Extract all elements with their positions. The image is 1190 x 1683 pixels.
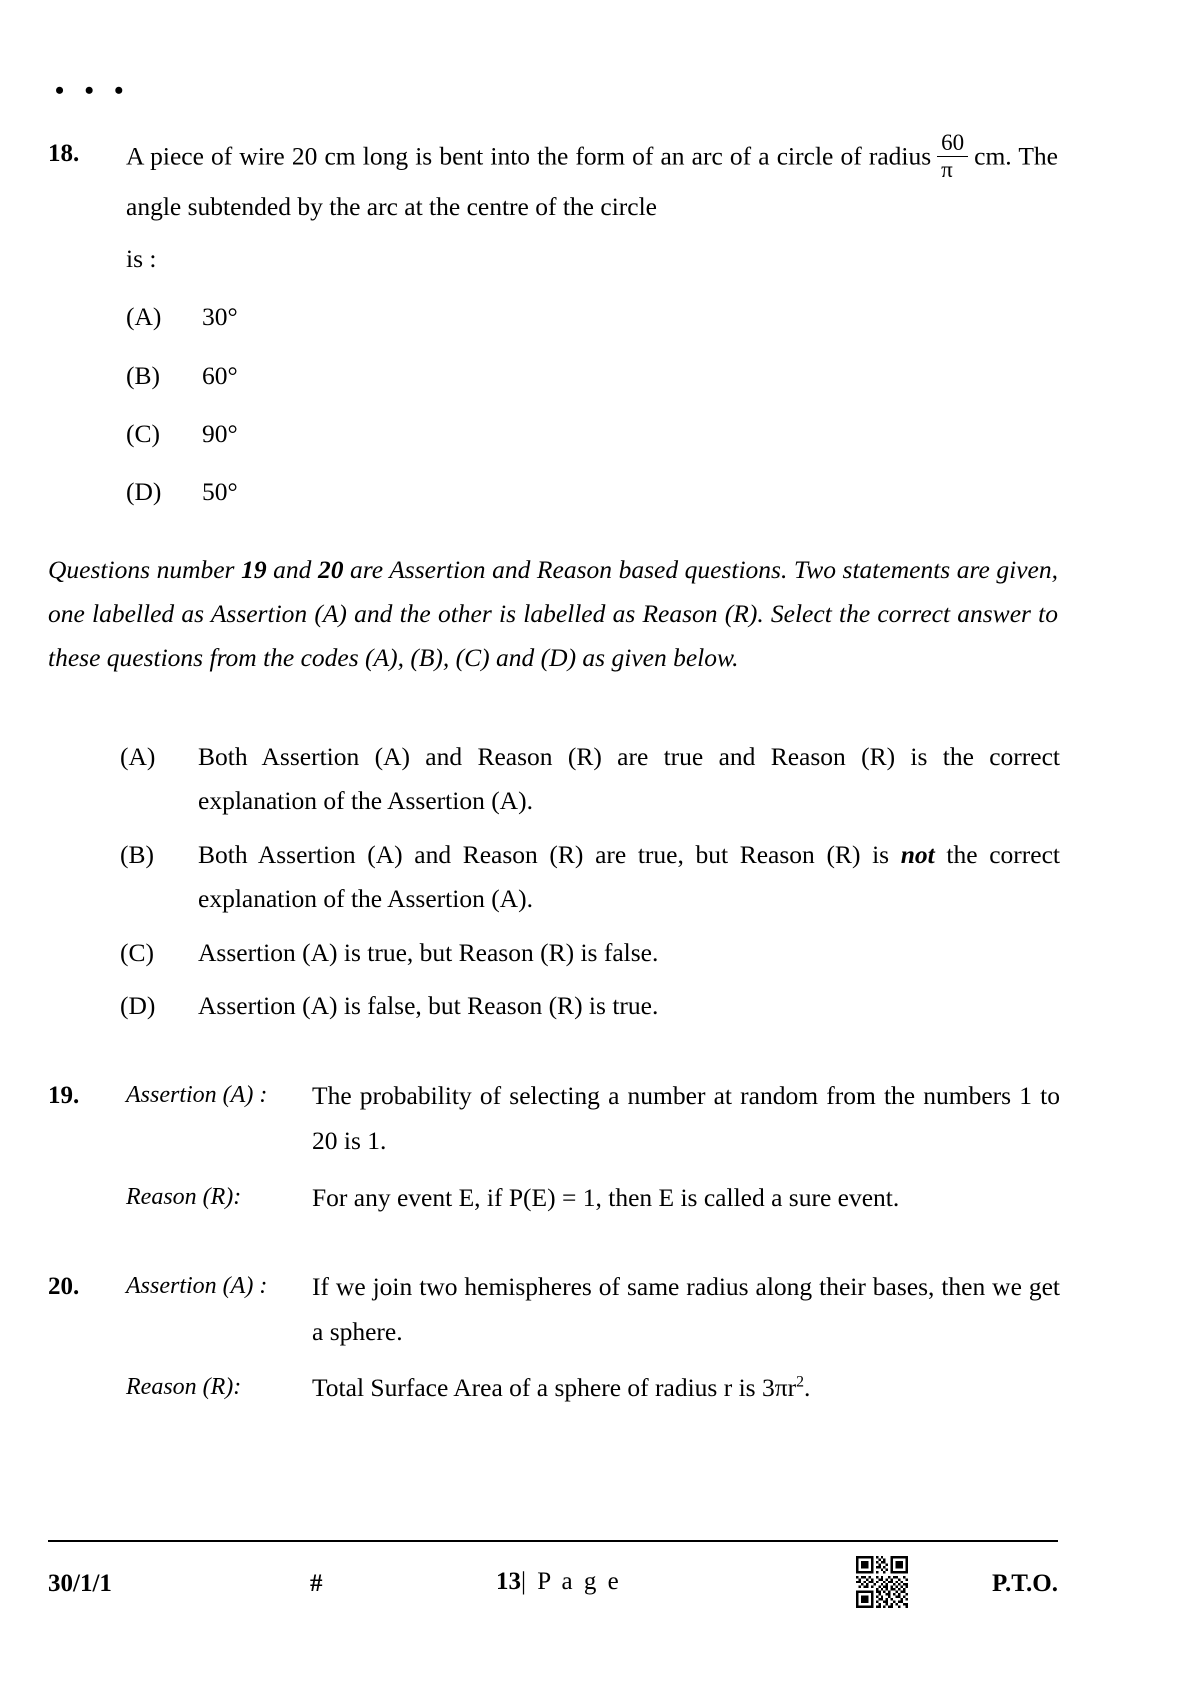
question-19-reason	[48, 1175, 1060, 1220]
code-option-d[interactable]	[120, 984, 1060, 1028]
code-option-c[interactable]	[120, 931, 1060, 975]
qr-code	[856, 1556, 908, 1608]
option-d-value: 50°	[202, 477, 238, 506]
question-19	[48, 1073, 1060, 1163]
question-20-reason-row	[126, 1365, 1060, 1410]
question-20-reason	[48, 1365, 1060, 1410]
code-option-b-label: (B)	[120, 840, 154, 869]
option-b-value: 60°	[202, 361, 238, 390]
instruction-bold-20: 20	[317, 555, 344, 584]
fraction-60-over-pi	[937, 131, 968, 182]
question-18-text-part3: is :	[126, 244, 157, 273]
question-19-assertion-label: Assertion (A) :	[126, 1082, 268, 1108]
question-20-reason-label: Reason (R):	[126, 1374, 242, 1400]
question-18-text-part1: A piece of wire 20 cm long is bent into the form of an arc of a circle of radius	[126, 141, 932, 171]
question-20	[48, 1264, 1060, 1354]
option-d-label: (D)	[126, 477, 162, 506]
fraction-denominator: π	[941, 157, 953, 183]
footer-hash-marker: #	[310, 1570, 323, 1597]
question-20-reason-text	[312, 1365, 1060, 1410]
footer-pto: P.T.O.	[992, 1570, 1058, 1597]
code-option-b-text-before: Both Assertion (A) and Reason (R) are true, but Reason (R) is	[198, 840, 901, 869]
code-option-d-label: (D)	[120, 991, 156, 1020]
instruction-middle: and	[266, 555, 318, 584]
footer-divider	[48, 1540, 1058, 1542]
footer-page-label: | P a g e	[521, 1568, 622, 1595]
code-option-b-text-after: the correct explanation of the Assertion (A).	[198, 840, 1060, 913]
question-18-number: 18.	[48, 140, 80, 167]
top-dots-marker: • • •	[55, 76, 131, 105]
option-a-value: 30°	[202, 302, 238, 331]
instruction-bold-19: 19	[241, 555, 267, 584]
question-20-assertion-row	[126, 1264, 1060, 1354]
question-18-option-c[interactable]	[126, 417, 238, 451]
code-option-a-text: Both Assertion (A) and Reason (R) are true and Reason (R) is the correct explanation of the Assertion (A).	[198, 742, 1060, 815]
question-20-reason-text-before: Total Surface Area of a sphere of radius r is 3πr	[312, 1373, 797, 1402]
question-19-number: 19.	[48, 1082, 80, 1109]
code-option-a[interactable]	[120, 735, 1060, 823]
code-option-c-text: Assertion (A) is true, but Reason (R) is false.	[198, 938, 659, 967]
question-18-statement	[126, 130, 1058, 229]
question-18-option-b[interactable]	[126, 359, 238, 393]
code-option-c-label: (C)	[120, 938, 154, 967]
question-19-assertion-row	[126, 1073, 1060, 1163]
question-20-assertion-text: If we join two hemispheres of same radius along their bases, then we get a sphere.	[312, 1272, 1060, 1346]
option-c-value: 90°	[202, 419, 238, 448]
assertion-reason-instructions	[48, 548, 1058, 680]
question-18-option-a[interactable]	[126, 300, 238, 334]
question-18-body	[126, 130, 1058, 229]
question-20-assertion-label: Assertion (A) :	[126, 1273, 268, 1299]
footer-page-indicator	[496, 1568, 621, 1596]
question-19-reason-text: For any event E, if P(E) = 1, then E is called a sure event.	[312, 1183, 900, 1212]
question-20-number: 20.	[48, 1273, 80, 1300]
option-b-label: (B)	[126, 361, 160, 390]
page-footer	[48, 1556, 1058, 1616]
instruction-suffix: are Assertion and Reason based questions. Two statements are given, one labelled as Assertion (A) and the other is labelled as Reason (R). Select the correct answer to these questions from the codes (A), (B), (C) and (D) as given below.	[48, 555, 1058, 672]
footer-page-number: 13	[496, 1568, 521, 1595]
question-19-reason-label: Reason (R):	[126, 1184, 242, 1210]
question-20-reason-superscript: 2	[796, 1373, 804, 1391]
code-option-b-text	[198, 833, 1060, 921]
footer-paper-code: 30/1/1	[48, 1570, 112, 1597]
question-19-assertion-text: The probability of selecting a number at random from the numbers 1 to 20 is 1.	[312, 1081, 1060, 1155]
code-option-b-emphasis-not: not	[900, 840, 935, 869]
fraction-numerator: 60	[941, 130, 965, 155]
question-18	[48, 130, 1058, 229]
code-option-b[interactable]	[120, 833, 1060, 921]
code-option-a-label: (A)	[120, 742, 156, 771]
instruction-prefix: Questions number	[48, 555, 242, 584]
question-18-option-d[interactable]	[126, 475, 238, 509]
question-18-text-part2: cm. The angle subtended by the arc at the centre of the circle	[126, 141, 1058, 222]
question-20-reason-text-after: .	[803, 1373, 811, 1402]
code-option-d-text: Assertion (A) is false, but Reason (R) is true.	[198, 991, 659, 1020]
option-c-label: (C)	[126, 419, 160, 448]
option-a-label: (A)	[126, 302, 162, 331]
question-19-reason-row	[126, 1175, 1060, 1220]
